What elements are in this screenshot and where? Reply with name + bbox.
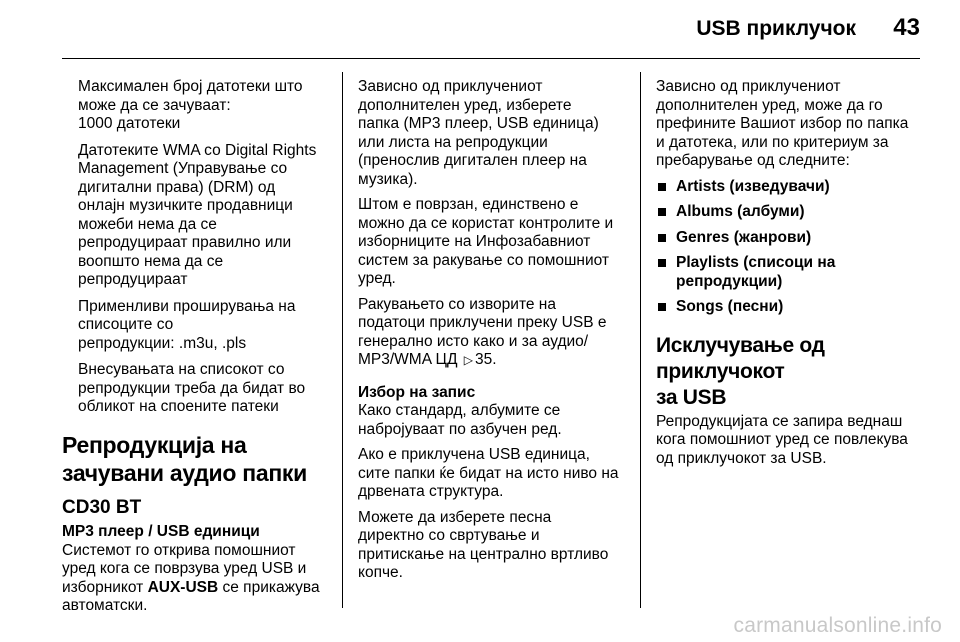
select-folder-text: Зависно од приклучениот дополнителен уред, изберете папка (MP3 плеер, USB единица) или листа на репродукции (пренослив дигитален плеер на музика). — [358, 78, 599, 188]
watermark: carmanualsonline.info — [733, 614, 942, 637]
select-song-text: Можете да изберете песна директно со свртување и притискање на централно вртливо копче. — [358, 508, 609, 581]
column-2 — [358, 78, 630, 590]
list-item: Genres (жанрови) — [656, 229, 924, 248]
header-title: USB приклучок — [696, 17, 856, 40]
list-item: Songs (песни) — [656, 298, 924, 317]
auto-detect-text-a: Системот го открива помошниот уред кога се поврзува уред USB и изборникот — [62, 541, 307, 596]
playlist-paths-note: Внесувањата на списокот со репродукции треба да бидат во обликот на споените патеки — [78, 361, 306, 415]
auto-detect-text-c: се прикажува автоматски. — [62, 578, 320, 614]
list-item: Artists (изведувачи) — [656, 178, 924, 197]
max-files-value: 1000 датотеки — [78, 115, 181, 132]
page-number: 43 — [893, 14, 920, 41]
operation-text — [358, 296, 630, 370]
column-1 — [62, 78, 334, 623]
criteria-list — [656, 178, 924, 317]
subheading-track-selection: Избор на запис — [358, 383, 476, 401]
header-divider — [62, 58, 920, 59]
disconnect-text: Репродукцијата се запира веднаш кога помошниот уред се повлекува од приклучокот за USB. — [656, 412, 908, 467]
section-heading-playback: Репродукција на зачувани аудио папки — [62, 431, 307, 486]
controls-text: Штом е поврзан, единствено е можно да се користат контролите и изборниците на Инфозабавниот систем за ракување со помошниот уред. — [358, 196, 614, 287]
column-divider-1 — [342, 72, 343, 608]
operation-text-a: Ракувањето со изворите на податоци приклучени преку USB е генерално исто како и за аудио/ MP3/WMA ЦД — [358, 295, 607, 368]
subheading-mp3-usb: MP3 плеер / USB единици — [62, 523, 260, 540]
drm-note: Датотеките WMA со Digital Rights Management (Управување со дигитални права) (DRM) од онлајн музичките продавници можеби нема да се репродуцираат правилно или воопшто нема да се репродуцираат — [78, 141, 317, 288]
column-divider-2 — [640, 72, 641, 608]
refine-selection-text: Зависно од приклучениот дополнителен уред, може да го префините Вашиот избор по папка и датотека, или по критериум за пребарување од следните: — [656, 78, 909, 169]
auto-detect-text — [62, 542, 334, 616]
column-3 — [656, 78, 924, 475]
max-files-label: Максимален број датотеки што може да се зачуваат: — [78, 78, 303, 114]
page-header — [0, 0, 960, 58]
usb-folders-text: Ако е приклучена USB единица, сите папки ќе бидат на исто ниво на дрвената структура. — [358, 446, 619, 500]
section-heading-disconnect: Исклучување од приклучокот за USB — [656, 333, 825, 409]
playlist-extensions: Применливи проширувања на списоците со репродукции: .m3u, .pls — [78, 297, 296, 352]
list-item: Albums (албуми) — [656, 203, 924, 222]
subheading-cd30bt: CD30 BT — [62, 496, 142, 518]
list-item: Playlists (списоци на репродукции) — [656, 254, 924, 291]
albums-order-text: Како стандард, албумите се набројуваат по азбучен ред. — [358, 402, 562, 438]
page-reference-arrow-icon: ▷ — [463, 353, 474, 367]
max-files-text — [62, 78, 334, 134]
aux-usb-menu-label: AUX-USB — [147, 578, 219, 596]
page-reference: 35. — [475, 351, 497, 368]
